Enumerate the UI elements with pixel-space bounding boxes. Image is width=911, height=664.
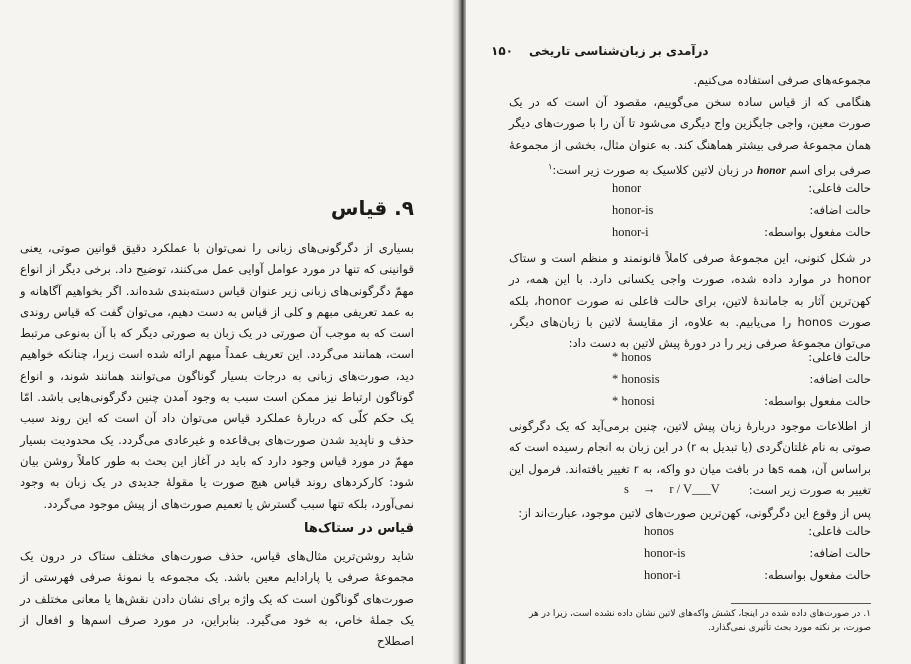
paradigm-row [531,394,871,416]
latin-form: honor-is [644,546,686,560]
paradigm-row [531,546,871,568]
right-page [466,0,911,664]
formula-arrow: → [642,482,656,496]
paradigm-row [531,350,871,372]
latin-form: honor-is [612,203,654,217]
paradigm-row [531,524,871,546]
chapter-heading: ۹. قیاس [330,196,414,220]
running-head-title: درآمدی بر زبان‌شناسی تاریخی [528,44,709,58]
case-label: حالت اضافه: [809,372,871,386]
case-label: حالت اضافه: [809,203,871,217]
formula-output: r / V___V [669,482,720,496]
left-paragraph-2: شاید روشن‌ترین مثال‌های قیاس، حذف صورت‌های مختلف ستاک در درون یک مجموعهٔ صرفی یا پارادایم معین باشد. یک مجموعه یا نمونهٔ صرفی فهرستی از صورت‌های گوناگون است که یک واژه برای نشان دادن نقش‌ها یا معانی مختلف در یک جملهٔ خاص، به خود می‌گیرد. بنابراین، در مورد صرف اسم‌ها و افعال از اصطلاح [20,549,414,649]
reconstructed-form: * honosi [612,394,655,408]
footnote-marker: ۱ [548,161,553,171]
case-label: حالت مفعول بواسطه: [764,568,871,582]
latin-form: honor [612,181,642,195]
footnote-divider [731,603,871,604]
case-label: حالت اضافه: [809,546,871,560]
left-paragraph-1: بسیاری از دگرگونی‌های زبانی را نمی‌توان با عملکرد دقیق قوانین صوتی، یعنی قوانینی که تنها در مورد عوامل آوایی عمل می‌کنند، توضیح داد. برخی دیگر از انواع مهمّ دگرگونی‌های زبانی زیر عنوان قیاس دسته‌بندی شده‌اند. اگر بخواهیم آگاهانه و به عمد تعریفی مبهم و کلی از قیاس به دست دهیم، می‌توان گفت که قیاس روندی است که به موجب آن صورتی در یک زبان به صورتی دیگر که با آن به‌نوعی مرتبط است، همانند می‌گردد. این تعریف عمداً مبهم ارائه شده است زیرا، چنانکه خواهیم دید، صورت‌های زبانی به درجات بسیار گوناگون می‌توانند همانند شوند، و انواع گوناگون ارتباط نیز ممکن است سبب به وجود آمدن چنین دگرگونی‌هایی باشد. امّا یک حکم کلّی که دربارهٔ عملکرد قیاس می‌توان داد آن است که این روند سبب حذف و ناپدید شدن صورت‌های بی‌قاعده و غیرعادی می‌گردد. یک محدودیت بسیار مهمّ در مورد قیاس وجود دارد که باید در آغاز این بحث به طور کاملاً روشن بیان شود: کارکردهای روند قیاس هیچ صورت یا مقولهٔ جدیدی در یک زبان به وجود نمی‌آورد، بلکه تنها سبب گسترش یا تعمیم صورت‌های از پیش موجود می‌گردد. [20,241,414,511]
right-paragraph-1: مجموعه‌های صرفی استفاده می‌کنیم. [693,73,871,87]
case-label: حالت مفعول بواسطه: [764,225,871,239]
right-paragraph-5: پس از وقوع این دگرگونی، کهن‌ترین صورت‌های لاتین موجود، عبارت‌اند از: [518,506,871,520]
paradigm-row [531,181,871,203]
paradigm-table-3 [531,524,871,590]
paradigm-table-2 [531,350,871,416]
latin-word-honor: honor [756,163,786,177]
case-label: حالت فاعلی: [808,524,871,538]
right-paragraph-2 [509,92,871,181]
latin-form: honos [644,524,674,538]
latin-form: honor-i [644,568,681,582]
paragraph-2-tail: در زبان لاتین کلاسیک به صورت زیر است: [552,162,754,177]
latin-form: honor-i [612,225,649,239]
paradigm-table-1 [531,181,871,247]
section-subheading: قیاس در ستاک‌ها [303,521,414,536]
paradigm-row [531,203,871,225]
paradigm-row [531,568,871,590]
right-paragraph-3: در شکل کنونی، این مجموعهٔ صرفی کاملاً قانونمند و منظم است و ستاک honor در موارد داده شده، صورت واجی یکسانی دارد. با این همه، در کهن‌ترین آثار به جامانده‌ٔ لاتین، برای حالت فاعلی نه صورت honor، بلکه صورت honos را می‌یابیم. به علاوه، از مقایسهٔ لاتین با زبان‌های دیگر، می‌توان مجموعهٔ صرفی زیر را در دورهٔ پیش لاتین به دست داد: [509,251,871,351]
page-number: ۱۵۰ [491,44,513,58]
footnote: ۱. در صورت‌های داده شده در اینجا، کشش واکه‌های لاتین نشان داده نشده است، زیرا در هر صورت، بر نکته مورد بحث تأثیری نمی‌گذارد. [529,609,871,633]
running-head [491,44,871,58]
case-label: حالت مفعول بواسطه: [764,394,871,408]
paragraph-2-body: هنگامی که از قیاس ساده سخن می‌گوییم، مقصود آن است که در یک صورت معین، واجی جایگزین واج دیگری می‌شود تا آن را با صورت‌های دیگر همان مجموعهٔ صرفی بیشتر هماهنگ کند. به عنوان مثال، بخشی از مجموعهٔ صرفی برای اسم [509,95,871,177]
case-label: حالت فاعلی: [808,181,871,195]
sound-change-formula [624,482,720,497]
right-paragraph-4: از اطلاعات موجود دربارهٔ زبان پیش لاتین، چنین برمی‌آید که یک دگرگونی صوتی به نام غلتان‌گردی (یا تبدیل به r) در این زبان به انجام رسیده است که براساس آن، همه s‌ها در بافت میان دو واکه، به r تغییر یافته‌اند. فرمول این تغییر به صورت زیر است: [509,419,872,497]
paradigm-row [531,225,871,247]
case-label: حالت فاعلی: [808,350,871,364]
reconstructed-form: * honos [612,350,652,364]
formula-input: s [624,482,629,496]
reconstructed-form: * honosis [612,372,660,386]
paradigm-row [531,372,871,394]
